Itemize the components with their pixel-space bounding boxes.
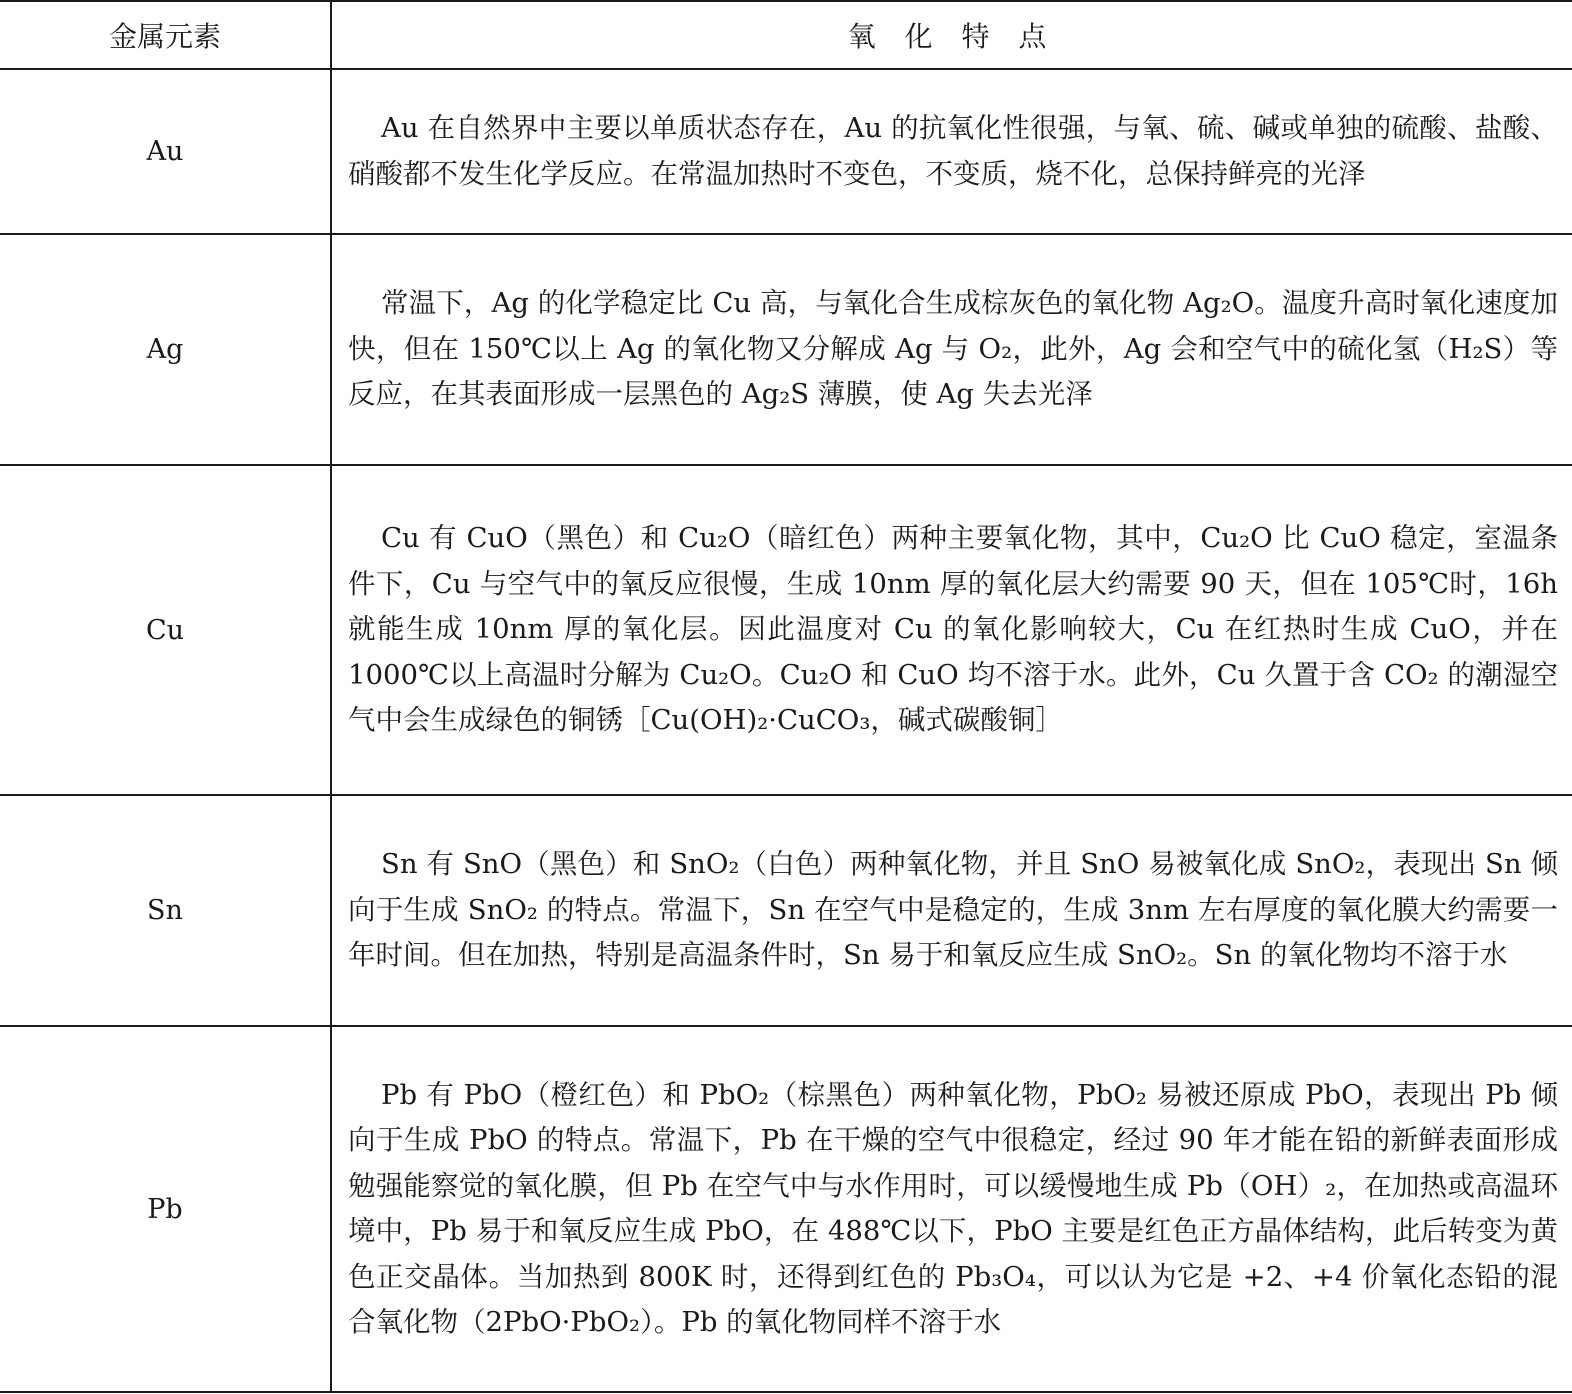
description-text: Pb 有 PbO（橙红色）和 PbO₂（棕黑色）两种氧化物，PbO₂ 易被还原成 PbO，表现出 Pb 倾向于生成 PbO 的特点。常温下，Pb 在干燥的空气中很稳定，经过 90 年才能在铅的新鲜表面形成勉强能察觉的氧化膜，但 Pb 在空气中与水作用时，可以缓慢地生成 Pb（OH）₂，在加热或高温环境中，Pb 易于和氧反应生成 PbO，在 488℃以下，PbO 主要是红色正方晶体结构，此后转变为黄色正交晶体。当加热到 800K 时，还得到红色的 Pb₃O₄，可以认为它是 +2、+4 价氧化态铅的混合氧化物（2PbO·PbO₂）。Pb 的氧化物同样不溶于水 <box>348 1078 1558 1338</box>
description-cell <box>331 234 1572 465</box>
description-cell <box>331 465 1572 795</box>
header-oxidation-features: 氧 化 特 点 <box>331 1 1572 69</box>
header-row <box>0 1 1572 69</box>
description-text: Sn 有 SnO（黑色）和 SnO₂（白色）两种氧化物，并且 SnO 易被氧化成 SnO₂，表现出 Sn 倾向于生成 SnO₂ 的特点。常温下，Sn 在空气中是稳定的，生成 3nm 左右厚度的氧化膜大约需要一年时间。但在加热，特别是高温条件时，Sn 易于和氧反应生成 SnO₂。Sn 的氧化物均不溶于水 <box>348 848 1558 972</box>
table-row-cu <box>0 465 1572 795</box>
table-row-ag <box>0 234 1572 465</box>
description-text: 常温下，Ag 的化学稳定比 Cu 高，与氧化合生成棕灰色的氧化物 Ag₂O。温度升高时氧化速度加快，但在 150℃以上 Ag 的氧化物又分解成 Ag 与 O₂，此外，Ag 会和空气中的硫化氢（H₂S）等反应，在其表面形成一层黑色的 Ag₂S 薄膜，使 Ag 失去光泽 <box>348 287 1558 411</box>
table-body <box>0 69 1572 1392</box>
metal-cell: Sn <box>0 795 331 1026</box>
table-header <box>0 1 1572 69</box>
description-cell <box>331 69 1572 234</box>
metal-cell: Ag <box>0 234 331 465</box>
header-metal: 金属元素 <box>0 1 331 69</box>
description-cell <box>331 1026 1572 1392</box>
table-row-au <box>0 69 1572 234</box>
table-row-pb <box>0 1026 1572 1392</box>
description-cell <box>331 795 1572 1026</box>
metal-cell: Au <box>0 69 331 234</box>
description-text: Cu 有 CuO（黑色）和 Cu₂O（暗红色）两种主要氧化物，其中，Cu₂O 比 CuO 稳定，室温条件下，Cu 与空气中的氧反应很慢，生成 10nm 厚的氧化层大约需要 90 天，但在 105℃时，16h 就能生成 10nm 厚的氧化层。因此温度对 Cu 的氧化影响较大，Cu 在红热时生成 CuO，并在 1000℃以上高温时分解为 Cu₂O。Cu₂O 和 CuO 均不溶于水。此外，Cu 久置于含 CO₂ 的潮湿空气中会生成绿色的铜锈［Cu(OH)₂·CuCO₃，碱式碳酸铜］ <box>348 522 1558 737</box>
table-row-sn <box>0 795 1572 1026</box>
metal-cell: Pb <box>0 1026 331 1392</box>
description-text: Au 在自然界中主要以单质状态存在，Au 的抗氧化性很强，与氧、硫、碱或单独的硫酸、盐酸、硝酸都不发生化学反应。在常温加热时不变色，不变质，烧不化，总保持鲜亮的光泽 <box>348 112 1558 190</box>
metal-cell: Cu <box>0 465 331 795</box>
